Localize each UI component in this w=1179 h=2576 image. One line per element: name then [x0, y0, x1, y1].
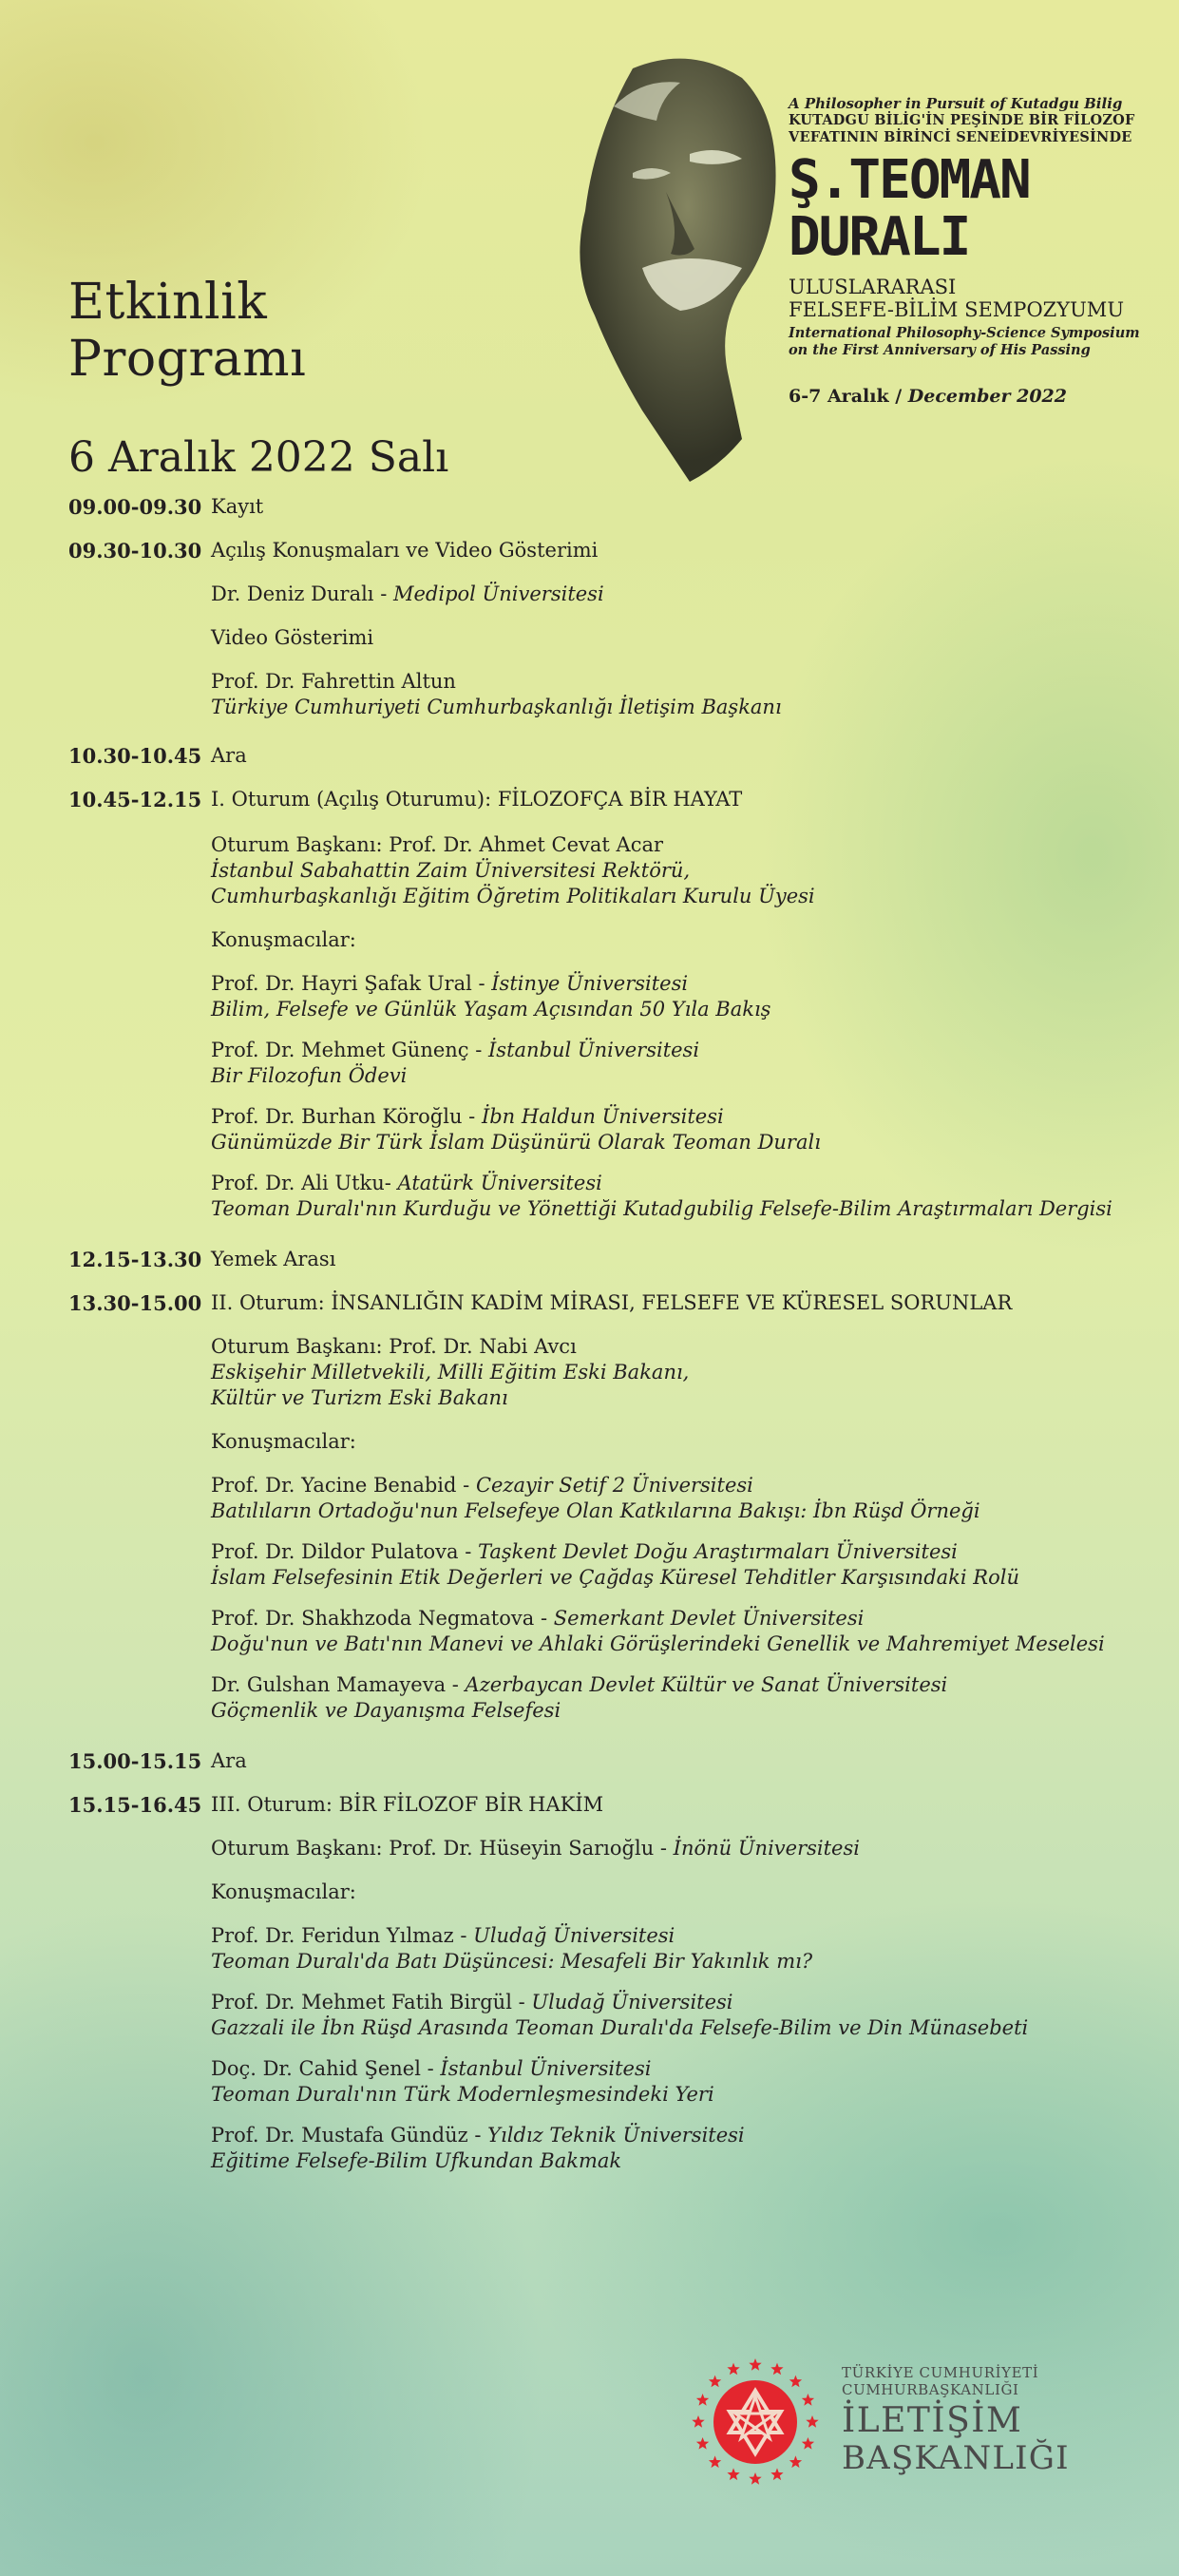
symposium-line2: FELSEFE-BİLİM SEMPOZYUMU — [789, 298, 1125, 321]
org-line1: TÜRKİYE CUMHURİYETİ — [842, 2364, 1039, 2381]
entry-body — [211, 971, 1161, 1022]
speaker-affiliation: Uludağ Üniversitesi — [473, 1924, 675, 1947]
logo-star-icon — [749, 2358, 761, 2371]
slot-title: Kayıt — [211, 495, 264, 518]
speaker-affiliation: İstinye Üniversitesi — [491, 972, 689, 995]
speaker-affiliation: Atatürk Üniversitesi — [397, 1172, 602, 1194]
entry-line1 — [211, 1606, 1161, 1631]
entry-body — [211, 625, 1161, 651]
slot-title: Ara — [211, 1749, 247, 1772]
slot-time: 13.30-15.00 — [68, 1291, 202, 1315]
honoree-name-line1: Ş.TEOMAN — [789, 149, 1030, 211]
speaker-name: Prof. Dr. Burhan Köroğlu — [211, 1105, 463, 1128]
entry-line1 — [211, 669, 1161, 695]
symposium-header — [789, 95, 1169, 407]
entry-body — [211, 582, 1161, 607]
day-title: 6 Aralık 2022 Salı — [68, 433, 449, 482]
entry-line1 — [211, 1539, 1161, 1565]
entry-line2: İstanbul Sabahattin Zaim Üniversitesi Rektörü, — [211, 859, 691, 882]
speaker-name: Video Gösterimi — [211, 626, 374, 649]
separator: - — [453, 1924, 474, 1947]
speaker-name: Doç. Dr. Cahid Şenel — [211, 2057, 421, 2080]
entry-line2: Eğitime Felsefe-Bilim Ufkundan Bakmak — [211, 2149, 622, 2172]
entry-body — [211, 2123, 1161, 2174]
logo-star-icon — [709, 2376, 721, 2388]
speaker-name: Prof. Dr. Feridun Yılmaz — [211, 1924, 454, 1947]
speaker-affiliation: İstanbul Üniversitesi — [440, 2057, 652, 2080]
speaker-name: Konuşmacılar: — [211, 1880, 356, 1903]
entry-line1 — [211, 927, 1161, 953]
entry-body — [211, 1539, 1161, 1591]
slot-time: 09.30-10.30 — [68, 539, 202, 563]
logo-star-icon — [806, 2415, 818, 2428]
speaker-name: Oturum Başkanı: Prof. Dr. Ahmet Cevat Acar — [211, 833, 664, 856]
entry-line1 — [211, 971, 1161, 997]
entry-line2: İslam Felsefesinin Etik Değerleri ve Çağdaş Küresel Tehditler Karşısındaki Rolü — [211, 1566, 1019, 1589]
slot-time: 10.45-12.15 — [68, 788, 202, 811]
speaker-affiliation: Cezayir Setif 2 Üniversitesi — [475, 1474, 753, 1497]
speaker-affiliation: Medipol Üniversitesi — [392, 582, 604, 605]
entry-line2: Teoman Duralı'nın Kurduğu ve Yönettiği Kutadgubilig Felsefe-Bilim Araştırmaları Dergisi — [211, 1197, 1112, 1220]
slot-time: 10.30-10.45 — [68, 744, 202, 768]
entry-line1 — [211, 1923, 1161, 1949]
separator: - — [534, 1607, 554, 1630]
entry-line1 — [211, 1171, 1161, 1196]
speaker-affiliation: Yıldız Teknik Üniversitesi — [487, 2124, 745, 2147]
entry-line2: Eskişehir Milletvekili, Milli Eğitim Eski Bakanı, — [211, 1361, 690, 1383]
entry-body — [211, 1473, 1161, 1524]
entry-body — [211, 1836, 1161, 1861]
logo-star-icon — [770, 2468, 783, 2480]
entry-line1 — [211, 832, 1161, 858]
speaker-name: Oturum Başkanı: Prof. Dr. Nabi Avcı — [211, 1335, 577, 1358]
slot-title: Açılış Konuşmaları ve Video Gösterimi — [211, 539, 599, 562]
speaker-name: Prof. Dr. Mehmet Fatih Birgül — [211, 1991, 512, 2013]
entry-line2: Doğu'nun ve Batı'nın Manevi ve Ahlaki Görüşlerindeki Genellik ve Mahremiyet Meselesi — [211, 1632, 1105, 1655]
logo-star-icon — [770, 2363, 783, 2376]
separator: - — [420, 2057, 441, 2080]
entry-line1 — [211, 1836, 1161, 1861]
speaker-name: Konuşmacılar: — [211, 1430, 356, 1453]
logo-star-icon — [709, 2455, 721, 2468]
entry-line3: Cumhurbaşkanlığı Eğitim Öğretim Politikaları Kurulu Üyesi — [211, 885, 815, 907]
entry-body — [211, 1038, 1161, 1089]
logo-star-icon — [789, 2376, 802, 2388]
entry-body — [211, 832, 1161, 909]
speaker-name: Prof. Dr. Mehmet Günenç — [211, 1039, 469, 1061]
separator: - — [511, 1991, 532, 2013]
entry-line2: Bir Filozofun Ödevi — [211, 1064, 408, 1087]
slot-time: 09.00-09.30 — [68, 495, 202, 519]
logo-star-icon — [727, 2468, 739, 2480]
page-title — [68, 274, 306, 388]
entry-body — [211, 1923, 1161, 1975]
footer-org-name — [842, 2364, 1070, 2476]
speaker-name: Prof. Dr. Hayri Şafak Ural — [211, 972, 472, 995]
separator: - — [471, 972, 492, 995]
separator: - — [456, 1474, 476, 1497]
entry-line2: Göçmenlik ve Dayanışma Felsefesi — [211, 1699, 561, 1722]
logo-star-icon — [802, 2394, 814, 2406]
entry-body — [211, 1606, 1161, 1657]
page-title-line1: Etkinlik — [68, 274, 268, 331]
speaker-name: Prof. Dr. Shakhzoda Negmatova — [211, 1607, 535, 1630]
page-title-line2: Programı — [68, 331, 307, 388]
separator: - — [446, 1673, 466, 1696]
speaker-name: Prof. Dr. Ali Utku — [211, 1172, 385, 1194]
separator: - — [467, 2124, 488, 2147]
slot-title: Yemek Arası — [211, 1248, 336, 1270]
logo-star-icon — [696, 2437, 709, 2450]
speaker-affiliation: Uludağ Üniversitesi — [531, 1991, 733, 2013]
separator: - — [458, 1540, 478, 1563]
logo-star-icon — [727, 2363, 739, 2376]
anniversary-tr: VEFATININ BİRİNCİ SENEİDEVRİYESİNDE — [789, 129, 1132, 145]
slot-time: 15.00-15.15 — [68, 1749, 202, 1773]
entry-line1 — [211, 1990, 1161, 2015]
slot-title: II. Oturum: İNSANLIĞIN KADİM MİRASI, FELSEFE VE KÜRESEL SORUNLAR — [211, 1291, 1013, 1314]
iletisim-baskanligi-logo-icon — [688, 2355, 823, 2490]
speaker-name: Dr. Gulshan Mamayeva — [211, 1673, 447, 1696]
symposium-en-line1: International Philosophy-Science Symposium — [789, 325, 1140, 341]
entry-line2: Teoman Duralı'nın Türk Modernleşmesindeki Yeri — [211, 2083, 714, 2106]
entry-line1 — [211, 1880, 1161, 1905]
separator: - — [468, 1039, 489, 1061]
entry-body — [211, 2056, 1161, 2108]
slot-title: I. Oturum (Açılış Oturumu): FİLOZOFÇA BİR HAYAT — [211, 788, 743, 811]
slot-title: III. Oturum: BİR FİLOZOF BİR HAKİM — [211, 1793, 604, 1816]
entry-body — [211, 669, 1161, 720]
event-dates — [789, 386, 1169, 407]
speaker-name: Dr. Deniz Duralı — [211, 582, 374, 605]
entry-line1 — [211, 2056, 1161, 2082]
speaker-affiliation: Semerkant Devlet Üniversitesi — [553, 1607, 865, 1630]
entry-body — [211, 1429, 1161, 1455]
speaker-affiliation: İnönü Üniversitesi — [673, 1837, 860, 1860]
entry-line1 — [211, 1672, 1161, 1698]
logo-star-icon — [696, 2394, 709, 2406]
speaker-affiliation: Taşkent Devlet Doğu Araştırmaları Üniversitesi — [477, 1540, 958, 1563]
entry-body — [211, 1672, 1161, 1724]
speaker-name: Oturum Başkanı: Prof. Dr. Hüseyin Sarıoğlu — [211, 1837, 655, 1860]
speaker-name: Prof. Dr. Yacine Benabid — [211, 1474, 457, 1497]
entry-line2: Bilim, Felsefe ve Günlük Yaşam Açısından 50 Yıla Bakış — [211, 998, 771, 1021]
speaker-name: Prof. Dr. Dildor Pulatova — [211, 1540, 459, 1563]
entry-body — [211, 1104, 1161, 1155]
entry-line1 — [211, 1473, 1161, 1498]
speaker-affiliation: İstanbul Üniversitesi — [488, 1039, 700, 1061]
portrait-illustration — [576, 49, 785, 496]
entry-line1 — [211, 582, 1161, 607]
speaker-name: Prof. Dr. Mustafa Gündüz — [211, 2124, 468, 2147]
logo-star-icon — [789, 2455, 802, 2468]
tagline-tr: KUTADGU BİLİG'İN PEŞİNDE BİR FİLOZOF — [789, 112, 1135, 128]
separator: - — [462, 1105, 482, 1128]
entry-line1 — [211, 1104, 1161, 1130]
entry-body — [211, 1990, 1161, 2041]
entry-line2: Teoman Duralı'da Batı Düşüncesi: Mesafeli Bir Yakınlık mı? — [211, 1950, 813, 1973]
entry-line1 — [211, 2123, 1161, 2148]
slot-time: 15.15-16.45 — [68, 1793, 202, 1817]
speaker-affiliation: İbn Haldun Üniversitesi — [481, 1105, 724, 1128]
org-line2: CUMHURBAŞKANLIĞI — [842, 2381, 1019, 2398]
slot-title: Ara — [211, 744, 247, 767]
entry-body — [211, 1880, 1161, 1905]
speaker-name: Prof. Dr. Fahrettin Altun — [211, 670, 456, 693]
symposium-line1: ULUSLARARASI — [789, 276, 957, 298]
event-dates-tr: 6-7 Aralık / — [789, 386, 903, 407]
tagline-en: A Philosopher in Pursuit of Kutadgu Bilig — [789, 95, 1123, 112]
symposium-en-line2: on the First Anniversary of His Passing — [789, 342, 1091, 358]
entry-body — [211, 1334, 1161, 1411]
entry-line1 — [211, 1038, 1161, 1063]
logo-star-icon — [802, 2437, 814, 2450]
speaker-affiliation: Azerbaycan Devlet Kültür ve Sanat Üniversitesi — [465, 1673, 948, 1696]
separator: - — [654, 1837, 674, 1860]
entry-line1 — [211, 1334, 1161, 1360]
logo-star-icon — [692, 2415, 704, 2428]
slot-time: 12.15-13.30 — [68, 1248, 202, 1271]
entry-line1 — [211, 625, 1161, 651]
separator: - — [384, 1172, 398, 1194]
entry-line2: Batılıların Ortadoğu'nun Felsefeye Olan Katkılarına Bakışı: İbn Rüşd Örneği — [211, 1499, 980, 1522]
entry-line1 — [211, 1429, 1161, 1455]
logo-star-icon — [749, 2472, 761, 2485]
org-line4: BAŞKANLIĞI — [842, 2439, 1070, 2477]
entry-body — [211, 1171, 1161, 1222]
entry-body — [211, 927, 1161, 953]
separator: - — [373, 582, 393, 605]
entry-line2: Gazzali ile İbn Rüşd Arasında Teoman Duralı'da Felsefe-Bilim ve Din Münasebeti — [211, 2016, 1029, 2039]
entry-line2: Türkiye Cumhuriyeti Cumhurbaşkanlığı İletişim Başkanı — [211, 696, 782, 718]
entry-line3: Kültür ve Turizm Eski Bakanı — [211, 1386, 508, 1409]
honoree-name-line2: DURALI — [789, 206, 970, 268]
event-dates-en: December 2022 — [907, 386, 1068, 407]
entry-line2: Günümüzde Bir Türk İslam Düşünürü Olarak Teoman Duralı — [211, 1131, 821, 1154]
speaker-name: Konuşmacılar: — [211, 928, 356, 951]
org-line3: İLETİŞİM — [842, 2401, 1023, 2440]
